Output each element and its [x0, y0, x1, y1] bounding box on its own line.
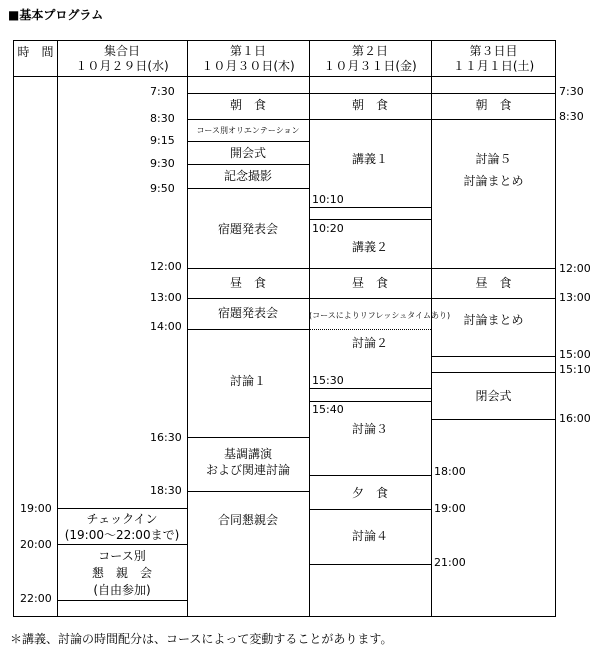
time-label: 9:15: [150, 134, 175, 147]
time-label: 14:00: [150, 320, 182, 333]
time-label: 13:00: [150, 291, 182, 304]
day3-summary1: 討論まとめ: [463, 174, 524, 188]
day1-photo: 記念撮影: [223, 169, 272, 183]
time-label: 21:00: [434, 556, 466, 569]
free-label: (自由参加): [93, 583, 151, 597]
header-day1-date: １０月３０日(木): [201, 59, 295, 73]
header-day3-name: 第３日目: [469, 44, 518, 58]
day1-report2: 宿題発表会: [217, 306, 278, 320]
time-label: 22:00: [20, 592, 52, 605]
day3-closing: 閉会式: [475, 389, 512, 403]
checkin-time: (19:00〜22:00まで): [64, 528, 180, 542]
day2-dinner: 夕 食: [351, 486, 388, 500]
day1-lecture2: および関連討論: [205, 463, 290, 477]
header-day2-date: １０月３１日(金): [323, 59, 417, 73]
day3-discussion5: 討論５: [475, 152, 512, 166]
header-day1-name: 第１日: [229, 44, 266, 58]
header-day2-name: 第２日: [351, 44, 388, 58]
time-label: 12:00: [559, 262, 591, 275]
day1-report1: 宿題発表会: [217, 222, 278, 236]
day1-breakfast: 朝 食: [229, 98, 266, 112]
day1-discussion1: 討論１: [229, 374, 266, 388]
day2-breakfast: 朝 食: [351, 98, 388, 112]
time-label: 13:00: [559, 291, 591, 304]
day2-discussion3: 討論３: [351, 422, 388, 436]
day2-lecture2: 講義２: [351, 240, 388, 254]
time-label: 8:30: [559, 110, 584, 123]
time-label: 18:00: [434, 465, 466, 478]
day1-opening: 開会式: [229, 146, 266, 160]
day2-discussion2: 討論２: [351, 336, 388, 350]
time-label: 15:30: [312, 374, 344, 387]
day2-refresh-note: (コースによりリフレッシュタイムあり): [309, 311, 451, 320]
day1-orientation: コース別オリエンテーション: [196, 126, 300, 135]
header-day0-date: １０月２９日(水): [75, 59, 169, 73]
time-label: 7:30: [559, 85, 584, 98]
day2-lecture1: 講義１: [351, 152, 388, 166]
header-day0-name: 集合日: [103, 44, 140, 58]
time-label: 20:00: [20, 538, 52, 551]
checkin-label: チェックイン: [86, 512, 158, 526]
time-label: 9:30: [150, 157, 175, 170]
day1-lunch: 昼 食: [229, 276, 266, 290]
day1-dinner-party: 合同懇親会: [217, 513, 278, 527]
time-label: 15:40: [312, 403, 344, 416]
day3-summary2: 討論まとめ: [463, 313, 524, 327]
day3-lunch: 昼 食: [475, 276, 512, 290]
time-label: 16:00: [559, 412, 591, 425]
time-label: 19:00: [434, 502, 466, 515]
time-label: 15:10: [559, 363, 591, 376]
time-label: 19:00: [20, 502, 52, 515]
footnote: ＊講義、討論の時間配分は、コースによって変動することがあります。: [10, 632, 393, 646]
time-label: 8:30: [150, 112, 175, 125]
time-label: 12:00: [150, 260, 182, 273]
time-label: 18:30: [150, 484, 182, 497]
time-label: 9:50: [150, 182, 175, 195]
time-label: 7:30: [150, 85, 175, 98]
day2-lunch: 昼 食: [351, 276, 388, 290]
program-title: ■基本プログラム: [8, 8, 104, 22]
day3-breakfast: 朝 食: [475, 98, 512, 112]
day1-lecture1: 基調講演: [223, 447, 272, 461]
party-label: 懇 親 会: [91, 566, 152, 580]
time-label: 15:00: [559, 348, 591, 361]
time-label: 10:20: [312, 222, 344, 235]
header-day3-date: １１月１日(土): [452, 59, 535, 73]
course-label: コース別: [98, 549, 146, 563]
day2-discussion4: 討論４: [351, 529, 388, 543]
time-label: 10:10: [312, 193, 344, 206]
header-time: 時 間: [17, 45, 54, 59]
time-label: 16:30: [150, 431, 182, 444]
